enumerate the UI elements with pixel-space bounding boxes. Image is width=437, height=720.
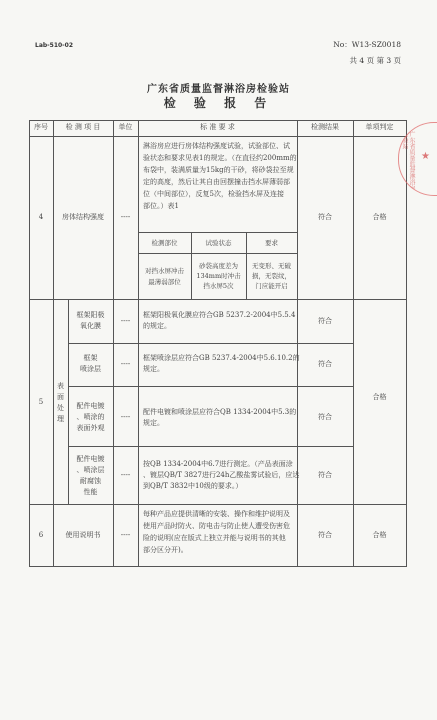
subtable-cell: 挡水屏5次: [203, 282, 234, 290]
group-label-char: 理: [57, 415, 64, 423]
col-header-item: 检 测 项 目: [65, 123, 101, 131]
subitem-name: 配件电镀: [76, 455, 105, 463]
report-number: No：W13-SZ0018: [333, 40, 401, 49]
requirement-line: 的规定。: [143, 322, 171, 330]
col-header-verdict: 单项判定: [365, 123, 394, 131]
subitem-name: 框架: [83, 354, 98, 362]
group-label-char: 表: [57, 382, 64, 390]
subitem-name: 性能: [83, 488, 98, 496]
group-label-char: 处: [57, 404, 64, 412]
subitem-name: 氧化膜: [80, 322, 101, 330]
star-icon: ★: [421, 151, 430, 162]
result-cell: 符合: [318, 531, 332, 539]
col-divider: [53, 120, 54, 567]
unit-cell: ----: [120, 413, 131, 421]
result-cell: 符合: [318, 213, 332, 221]
result-cell: 符合: [318, 317, 332, 325]
official-seal: [398, 122, 437, 196]
requirement-line: 验状态和要求见表1的规定。（在直径约200mm的: [143, 154, 297, 162]
result-cell: 符合: [318, 360, 332, 368]
requirement-line: 每种产品应提供清晰的安装、操作和维护说明及: [143, 510, 290, 518]
row-divider: [29, 504, 407, 505]
document-title: 检 验 报 告: [163, 96, 274, 110]
subitem-name: 、喷涂层: [76, 466, 105, 474]
requirement-line: 到QB/T 3832中10级的要求。）: [143, 482, 243, 490]
requirement-line: 规定。: [143, 365, 164, 373]
requirement-line: 淋浴房应进行房体结构强度试验，试验部位、试: [143, 142, 290, 150]
unit-cell: ----: [120, 213, 131, 221]
col-divider: [29, 120, 30, 567]
unit-cell: ----: [120, 531, 131, 539]
subtable-cell: 134mm时冲击: [196, 272, 241, 280]
subtable-cell: 无变形、无破: [252, 262, 291, 270]
requirement-line: 框架喷涂层应符合GB 5237.4-2004中5.6.10.2的: [143, 354, 300, 362]
table-border-top: [29, 120, 407, 121]
requirement-line: 规定。: [143, 419, 164, 427]
row-number: 5: [38, 398, 44, 406]
requirement-line: 框架阳极氧化膜应符合GB 5237.2-2004中5.5.4: [143, 311, 296, 319]
item-name: 使用说明书: [65, 531, 101, 539]
unit-cell: ----: [120, 471, 131, 479]
subtable-cell: 门应能开启: [255, 282, 288, 290]
subtable-header: 要求: [265, 239, 278, 247]
table-border-bottom: [29, 566, 407, 567]
subitem-name: 耐腐蚀: [80, 477, 101, 485]
requirement-line: 配件电镀和喷涂层应符合QB 1334-2004中5.3的: [143, 408, 297, 416]
unit-cell: ----: [120, 317, 131, 325]
requirement-line: 使用产品时防火、防电击与防止使人遭受伤害危: [143, 522, 290, 530]
subtable-cell: 最薄弱部位: [148, 278, 181, 286]
col-header-requirement: 标 准 要 求: [200, 123, 235, 131]
row-number: 4: [38, 213, 44, 221]
col-divider: [353, 120, 354, 567]
col-header-no: 序号: [34, 123, 48, 131]
group-label-char: 面: [57, 393, 64, 401]
row-divider: [29, 299, 407, 300]
row-number: 6: [38, 531, 44, 539]
requirement-line: 按QB 1334-2004中6.7进行测定。（产品表面涂: [143, 460, 293, 468]
col-header-unit: 单位: [118, 123, 133, 131]
requirement-line: 险的说明(应在版式上独立并能与说明书的其他: [143, 534, 286, 542]
organization-name: 广东省质量监督淋浴房检验站: [147, 84, 290, 95]
requirement-line: 布袋中，装满质量为15kg的干砂，将砂袋拉至规: [143, 166, 294, 174]
requirement-line: 部分区分开)。: [143, 546, 188, 554]
header-divider: [29, 136, 407, 137]
requirement-line: 部位。）表1: [143, 202, 179, 210]
result-cell: 符合: [318, 471, 332, 479]
requirement-line: 、镀层QB/T 3827进行24h乙酸盐雾试验后，应达: [143, 471, 300, 479]
subtable-cell: 砂袋高度差为: [199, 262, 238, 270]
subitem-name: 、喷涂的: [76, 413, 105, 421]
page-indicator: 共 4 页 第 3 页: [349, 56, 401, 65]
requirement-line: 位（中间部位），反复5次，检验挡水屏及连接: [143, 190, 284, 198]
subitem-name: 表面外观: [76, 424, 105, 432]
subtable-cell: 损，无裂纹，: [252, 272, 291, 280]
verdict-cell: 合格: [372, 213, 387, 221]
seal-text: 广东省质量监督淋浴房检验站: [401, 131, 415, 191]
col-header-result: 检测结果: [311, 123, 339, 131]
subrow-divider: [68, 343, 353, 344]
subtable-header: 检测部位: [151, 239, 178, 247]
requirement-line: 定的高度，然后让其自由回摆撞击挡水屏薄弱部: [143, 178, 290, 186]
subrow-divider: [68, 446, 353, 447]
subtable-divider: [138, 253, 297, 254]
item-name: 房体结构强度: [62, 213, 104, 221]
unit-cell: ----: [120, 360, 131, 368]
subitem-name: 喷涂层: [80, 365, 101, 373]
subtable-header: 试验状态: [205, 239, 232, 247]
subtable-cell: 对挡水屏冲击: [145, 267, 184, 275]
subtable-divider: [138, 232, 297, 233]
subitem-name: 配件电镀: [76, 402, 105, 410]
lab-code: Lab-510-02: [35, 42, 74, 49]
result-cell: 符合: [318, 413, 332, 421]
subitem-name: 框架阳极: [76, 311, 105, 319]
subrow-divider: [68, 386, 353, 387]
verdict-cell: 合格: [372, 393, 387, 401]
verdict-cell: 合格: [372, 531, 387, 539]
